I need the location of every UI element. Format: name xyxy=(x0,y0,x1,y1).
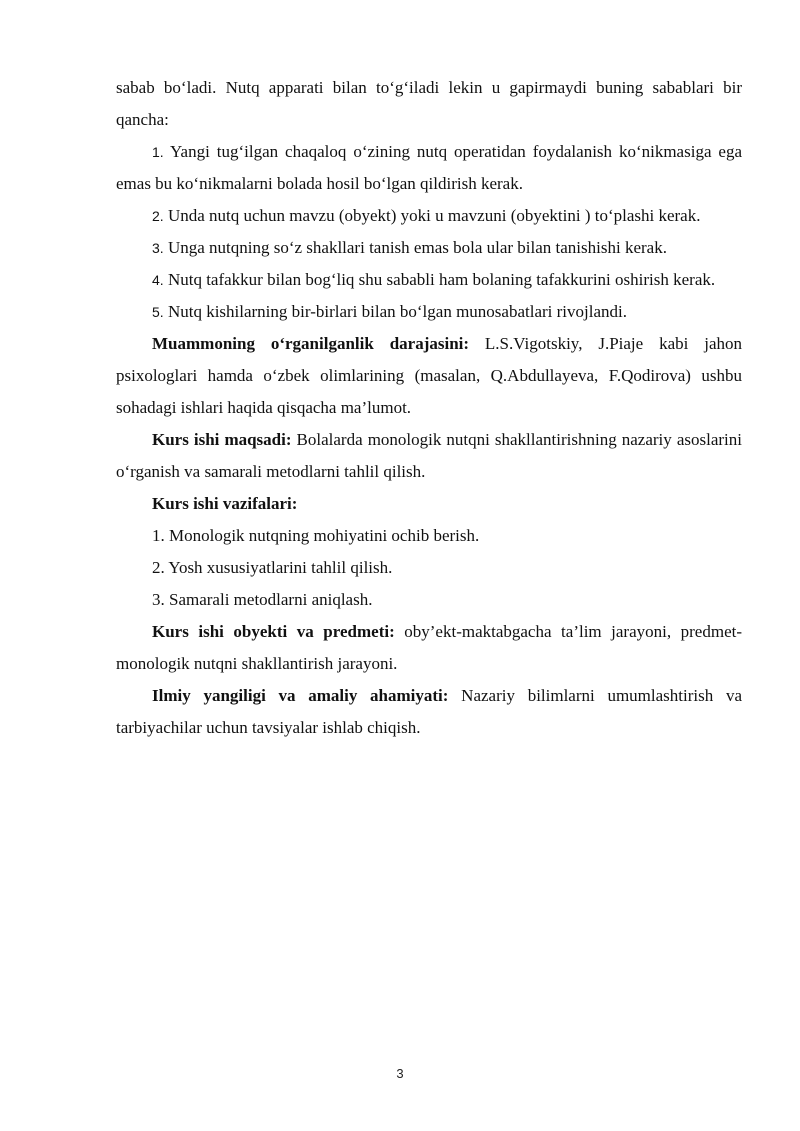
novelty-text: Nazariy bilimlarni umumlashtirish va tarbiyachilar uchun tavsiyalar ishlab chiqish. xyxy=(116,686,743,737)
list-text: Nutq kishilarning bir-birlari bilan bo‘lgan munosabatlari rivojlandi. xyxy=(167,302,627,321)
goal-text: Bolalarda monologik nutqni shakllantirishning nazariy asoslarini o‘rganish va samarali metodlarni tahlil qilish. xyxy=(116,430,742,481)
list-text: Nutq tafakkur bilan bog‘liq shu sababli ham bolaning tafakkurini oshirish kerak. xyxy=(167,270,716,289)
list-number: 3. xyxy=(152,240,164,256)
novelty-paragraph xyxy=(116,680,742,744)
study-paragraph xyxy=(116,328,742,424)
tasks-heading xyxy=(116,488,742,520)
study-label: Muammoning o‘rganilganlik darajasini: xyxy=(152,334,470,353)
tasks-label: Kurs ishi vazifalari: xyxy=(152,494,298,513)
novelty-label: Ilmiy yangiligi va amaliy ahamiyati: xyxy=(152,686,449,705)
list-item xyxy=(116,232,742,264)
task-item: 1. Monologik nutqning mohiyatini ochib berish. xyxy=(152,526,480,545)
object-text: oby’ekt-maktabgacha ta’lim jarayoni, predmet-monologik nutqni shakllantirish jarayoni. xyxy=(116,622,742,673)
list-item xyxy=(116,200,742,232)
object-paragraph xyxy=(116,616,742,680)
list-number: 2. xyxy=(152,208,164,224)
list-text: Unda nutq uchun mavzu (obyekt) yoki u mavzuni (obyektini ) to‘plashi kerak. xyxy=(167,206,701,225)
list-number: 1. xyxy=(152,144,164,160)
page-number: 3 xyxy=(396,1066,404,1081)
goal-label: Kurs ishi maqsadi: xyxy=(152,430,292,449)
study-text: L.S.Vigotskiy, J.Piaje kabi jahon psixologlari hamda o‘zbek olimlarining (masalan, Q.Abdullayeva, F.Qodirova) ushbu sohadagi ishlari haqida qisqacha ma’lumot. xyxy=(116,334,742,417)
list-text: Unga nutqning so‘z shakllari tanish emas bola ular bilan tanishishi kerak. xyxy=(167,238,667,257)
list-item xyxy=(116,296,742,328)
body-text xyxy=(116,72,742,744)
object-label: Kurs ishi obyekti va predmeti: xyxy=(152,622,395,641)
list-number: 5. xyxy=(152,304,164,320)
list-item xyxy=(116,136,742,200)
list-number: 4. xyxy=(152,272,164,288)
goal-paragraph xyxy=(116,424,742,488)
task-item: 3. Samarali metodlarni aniqlash. xyxy=(152,590,373,609)
list-text: Yangi tug‘ilgan chaqaloq o‘zining nutq operatidan foydalanish ko‘nikmasiga ega emas bu ko‘nikmalarni bolada hosil bo‘lgan qildirish kerak. xyxy=(116,142,742,193)
task-item: 2. Yosh xususiyatlarini tahlil qilish. xyxy=(152,558,393,577)
list-item xyxy=(116,264,742,296)
intro-paragraph: sabab bo‘ladi. Nutq apparati bilan to‘g‘iladi lekin u gapirmaydi buning sabablari bir qancha: xyxy=(116,78,742,129)
